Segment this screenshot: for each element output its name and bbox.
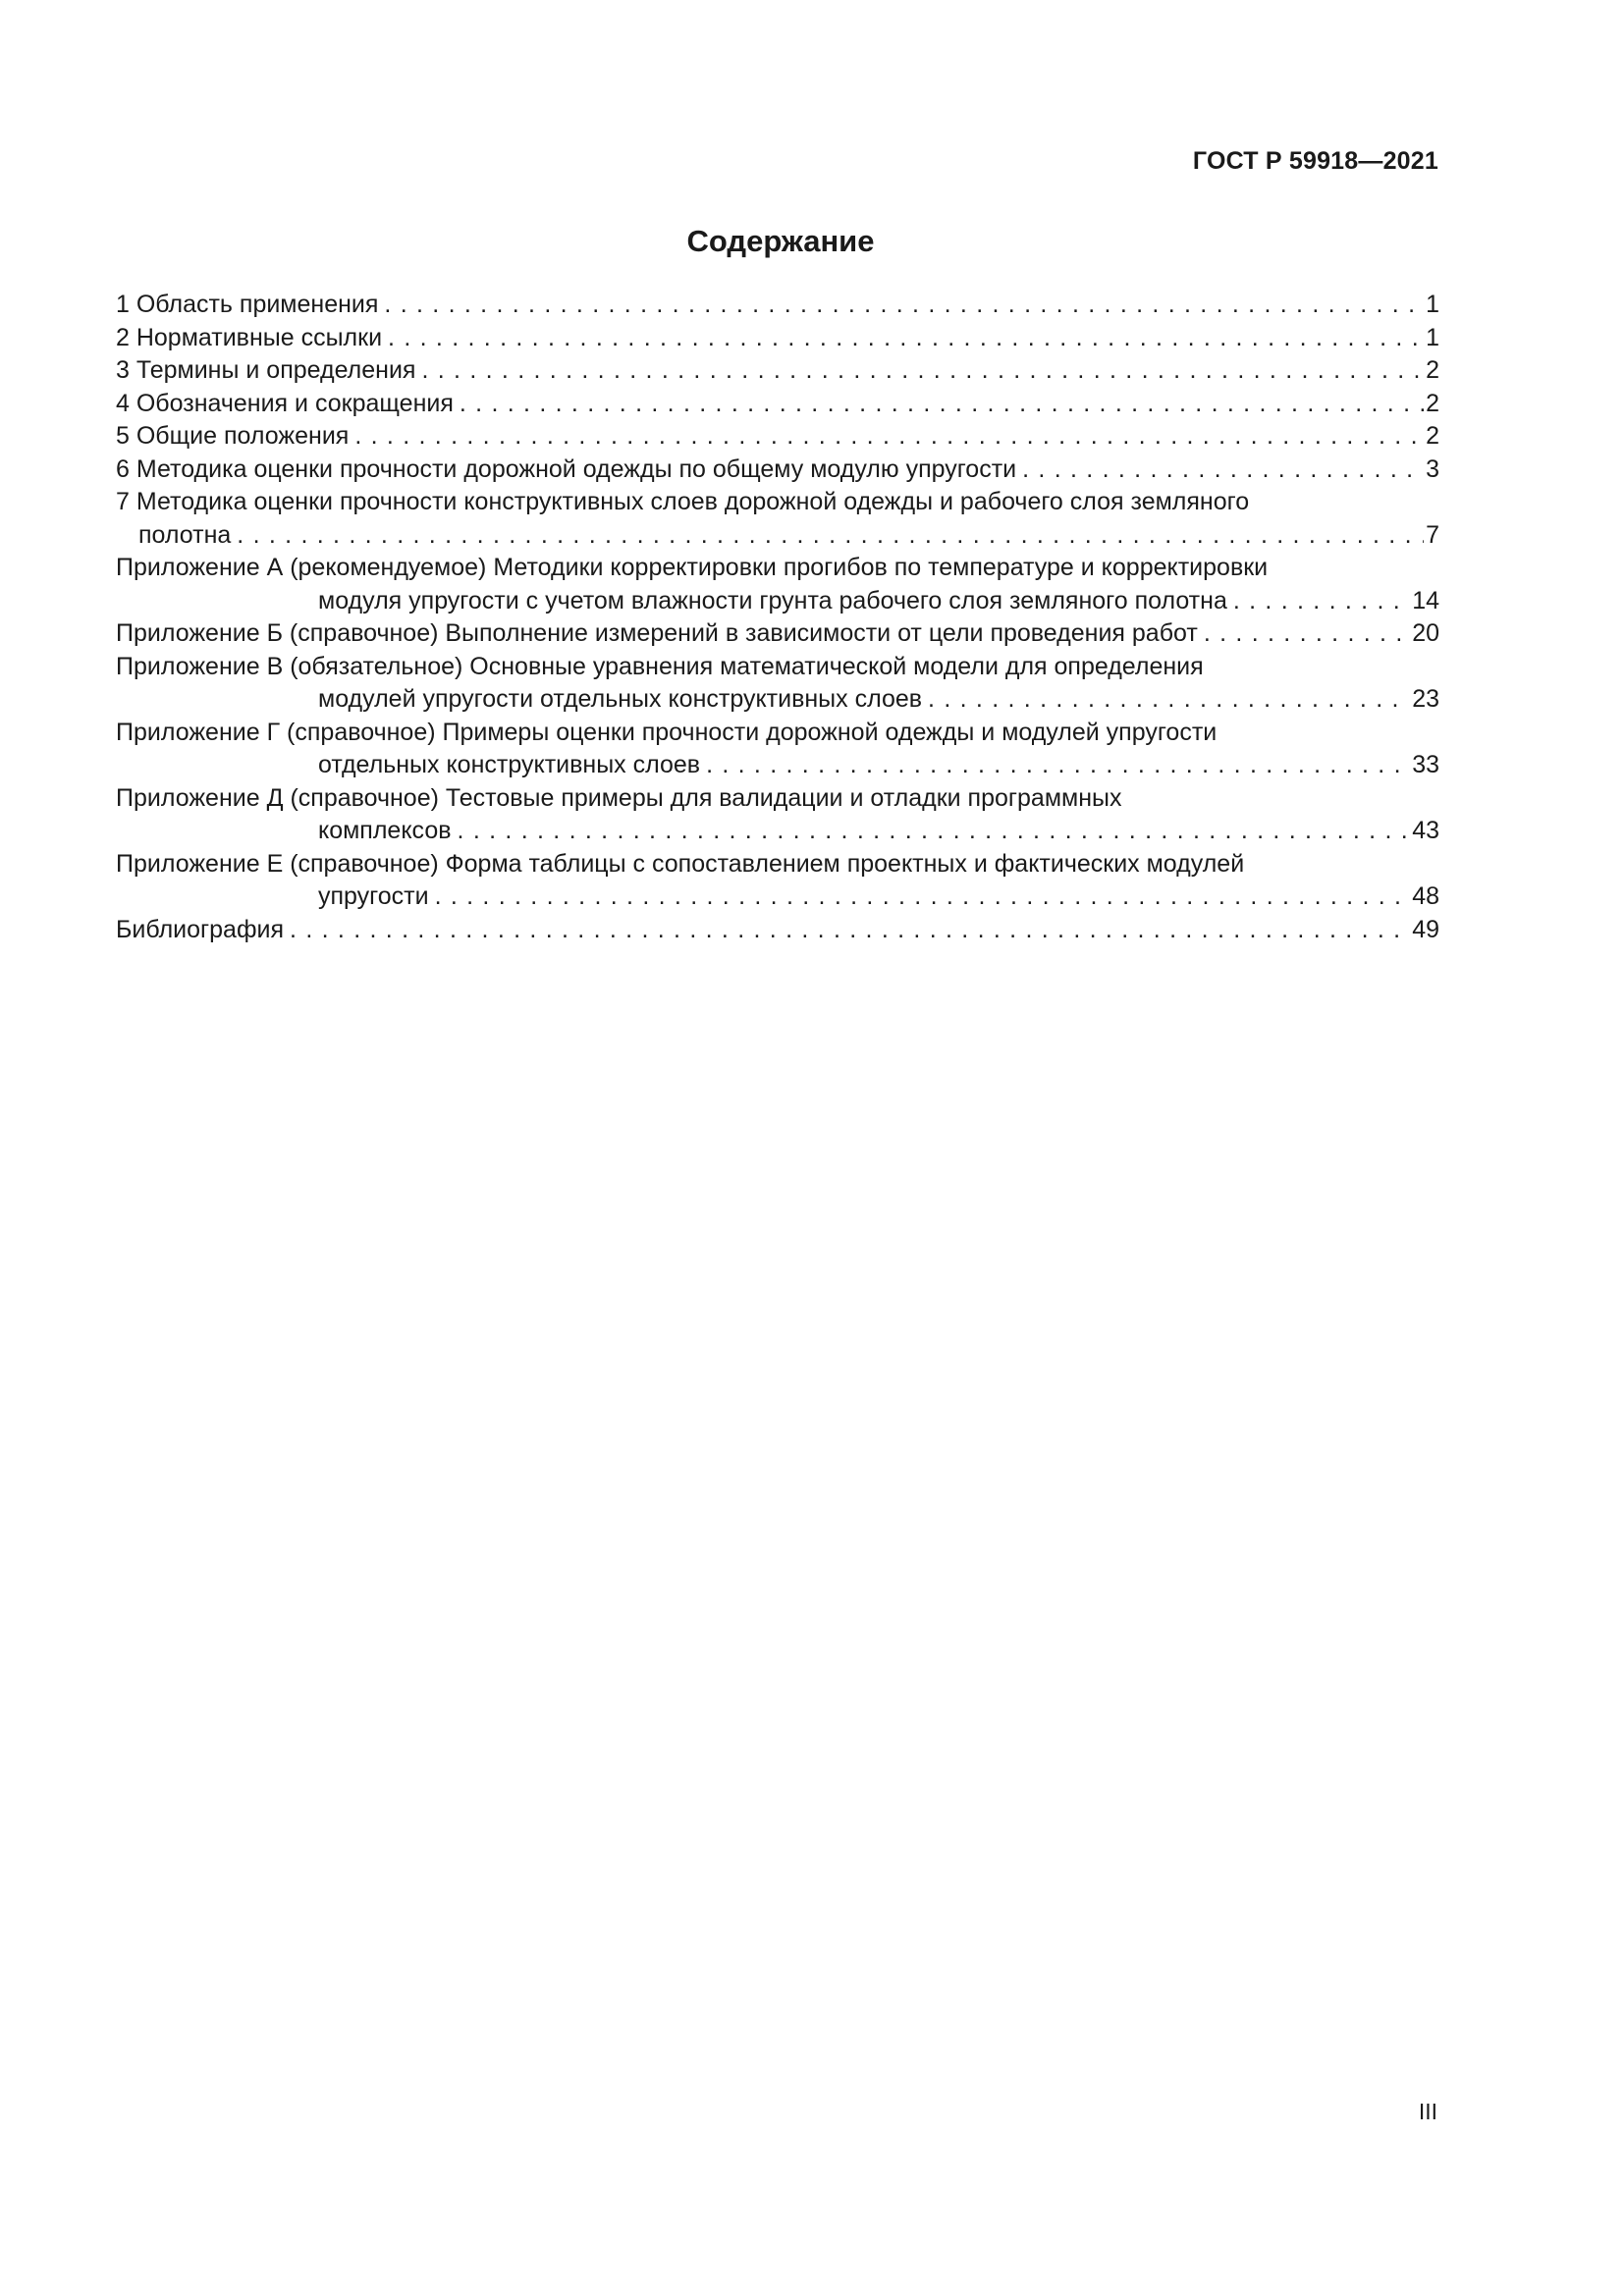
- toc-entry-text: Приложение Д (справочное) Тестовые примеры для валидации и отладки программных: [116, 783, 1122, 812]
- toc-entry[interactable]: [116, 420, 1439, 454]
- toc-leader-dots: [1227, 585, 1410, 618]
- toc-leader-dots: [454, 388, 1424, 421]
- toc-page-number: 48: [1412, 882, 1439, 910]
- toc-entry[interactable]: [116, 914, 1439, 947]
- toc-entry-text: отдельных конструктивных слоев: [318, 751, 701, 778]
- toc-entry-text: Приложение А (рекомендуемое) Методики корректировки прогибов по температуре и корректировки: [116, 554, 1269, 581]
- toc-entry-text: 7 Методика оценки прочности конструктивных слоев дорожной одежды и рабочего слоя земляного: [116, 488, 1250, 515]
- toc-entry-text: Приложение В (обязательное) Основные уравнения математической модели для определения: [116, 652, 1204, 680]
- toc-entry[interactable]: [116, 322, 1439, 355]
- toc-leader-dots: [922, 683, 1410, 717]
- toc-entry[interactable]: [116, 486, 1439, 552]
- toc-page-number: 14: [1412, 586, 1439, 614]
- toc-leader-dots: [1016, 454, 1424, 487]
- toc-page-number: 20: [1412, 619, 1439, 647]
- toc-leader-dots: [429, 881, 1411, 914]
- toc-entry-text: 1 Область применения: [116, 291, 379, 318]
- toc-leader-dots: [382, 322, 1424, 355]
- toc-entry-text: полотна: [138, 520, 232, 549]
- toc-entry-text: 6 Методика оценки прочности дорожной одежды по общему модулю упругости: [116, 454, 1017, 483]
- toc-page-number: 1: [1426, 291, 1439, 318]
- toc-entry-text: 5 Общие положения: [116, 422, 350, 450]
- toc-entry[interactable]: [116, 388, 1439, 421]
- toc-leader-dots: [415, 354, 1424, 388]
- toc-page-number: 3: [1426, 454, 1439, 483]
- page-number: III: [1418, 2099, 1437, 2124]
- toc-entry-text: модуля упругости с учетом влажности грунта рабочего слоя земляного полотна: [318, 586, 1227, 614]
- toc-title: Содержание: [686, 224, 875, 258]
- toc-page-number: 2: [1426, 422, 1439, 450]
- toc-page-number: 49: [1412, 915, 1439, 943]
- toc-entry-text: Приложение Г (справочное) Примеры оценки прочности дорожной одежды и модулей упругости: [116, 718, 1218, 746]
- toc-page-number: 33: [1412, 751, 1439, 778]
- toc-entry-text: Приложение Б (справочное) Выполнение измерений в зависимости от цели проведения работ: [116, 619, 1198, 647]
- toc-leader-dots: [349, 420, 1424, 454]
- toc-page-number: 7: [1426, 520, 1439, 549]
- toc-entry[interactable]: [116, 454, 1439, 487]
- toc-entry-text: Приложение Е (справочное) Форма таблицы с сопоставлением проектных и фактических модулей: [116, 849, 1245, 878]
- toc-page-number: 23: [1412, 685, 1439, 713]
- standard-code: ГОСТ Р 59918—2021: [1192, 147, 1438, 175]
- toc-entry[interactable]: [116, 552, 1439, 617]
- table-of-contents: [116, 289, 1439, 946]
- toc-entry[interactable]: [116, 354, 1439, 388]
- toc-page-number: 43: [1412, 817, 1439, 844]
- toc-entry-text: Библиография: [116, 915, 285, 943]
- toc-leader-dots: [700, 749, 1410, 782]
- toc-page-number: 1: [1426, 323, 1439, 351]
- toc-entry[interactable]: [116, 651, 1439, 717]
- toc-entry-text: 2 Нормативные ссылки: [116, 323, 383, 351]
- toc-entry[interactable]: [116, 848, 1439, 914]
- toc-entry-text: комплексов: [318, 817, 452, 844]
- toc-entry[interactable]: [116, 782, 1439, 848]
- toc-entry-text: 4 Обозначения и сокращения: [116, 389, 454, 417]
- toc-leader-dots: [1198, 617, 1410, 651]
- toc-entry[interactable]: [116, 717, 1439, 782]
- toc-leader-dots: [284, 914, 1410, 947]
- toc-entry-text: модулей упругости отдельных конструктивных слоев: [318, 685, 923, 713]
- toc-leader-dots: [231, 519, 1424, 553]
- toc-entry[interactable]: [116, 289, 1439, 322]
- toc-page-number: 2: [1426, 356, 1439, 384]
- toc-page-number: 2: [1426, 389, 1439, 417]
- toc-leader-dots: [452, 815, 1411, 848]
- toc-entry[interactable]: [116, 617, 1439, 651]
- toc-entry-text: 3 Термины и определения: [116, 356, 416, 384]
- toc-entry-text: упругости: [318, 882, 429, 910]
- toc-leader-dots: [378, 289, 1424, 322]
